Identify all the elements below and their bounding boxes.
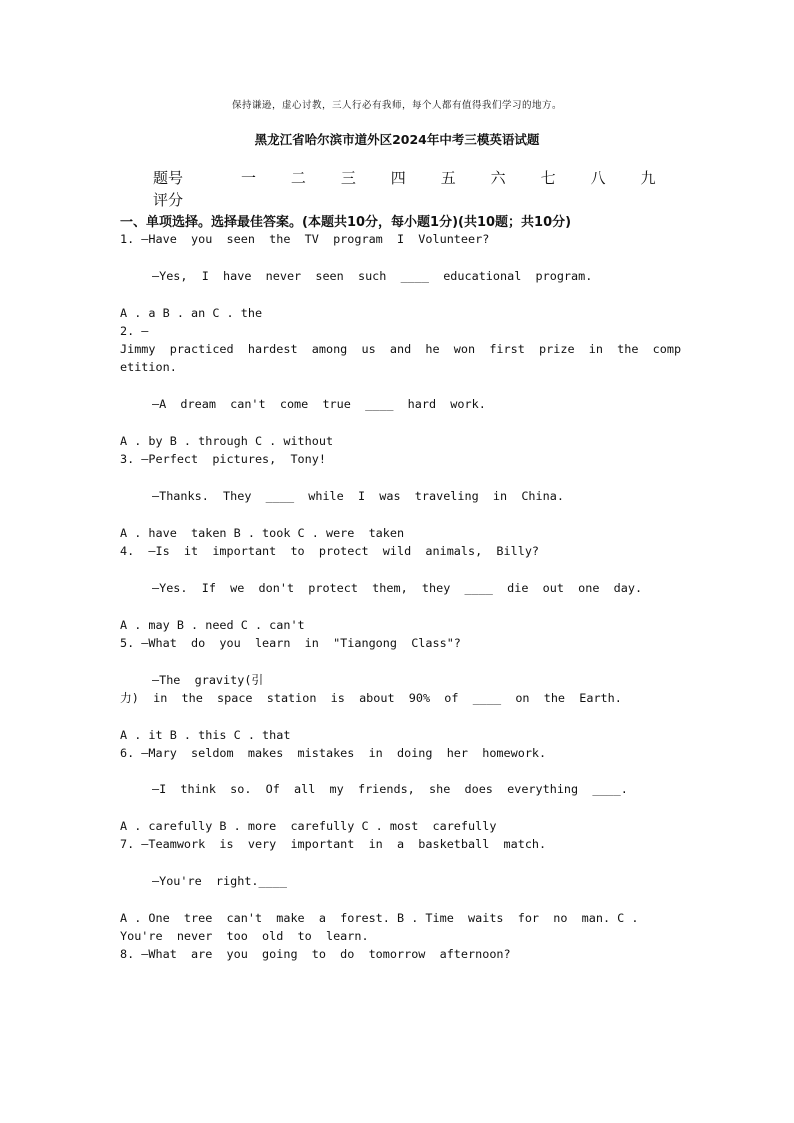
question-text: etition. — [120, 360, 177, 374]
options-line: A . carefully B . more carefully C . most carefully — [120, 819, 497, 833]
answer-line: —I think so. Of all my friends, she does everything ____. — [152, 782, 628, 796]
section-heading: 一、单项选择。选择最佳答案。(本题共10分，每小题1分)(共10题；共10分) — [120, 215, 572, 230]
question-text: Jimmy practiced hardest among us and he won first prize in the comp — [120, 342, 682, 356]
answer-line: —Yes, I have never seen such ____ educational program. — [152, 269, 593, 283]
options-text: You're never too old to learn. — [120, 929, 369, 943]
score-column-2: 二 — [290, 168, 306, 187]
score-column-7: 七 — [540, 168, 556, 187]
question-line: 8. —What are you going to do tomorrow afternoon? — [120, 947, 511, 961]
score-column-6: 六 — [490, 168, 506, 187]
score-table-row-numbers — [153, 166, 673, 188]
answer-line: —You're right.____ — [152, 874, 287, 888]
answer-line: —The gravity(引 — [152, 673, 264, 687]
options-line: A . it B . this C . that — [120, 728, 291, 742]
score-column-1: 一 — [240, 168, 256, 187]
score-column-9: 九 — [640, 168, 656, 187]
question-line: 3. —Perfect pictures, Tony! — [120, 452, 326, 466]
header-motto: 保持谦逊，虚心讨教，三人行必有我师，每个人都有值得我们学习的地方。 — [231, 100, 562, 111]
options-line: A . by B . through C . without — [120, 434, 334, 448]
score-table — [153, 166, 673, 210]
score-table-row-scores — [153, 188, 673, 210]
options-line: A . One tree can't make a forest. B . Time waits for no man. C . — [120, 911, 639, 925]
question-line: 1. —Have you seen the TV program I Volunteer? — [120, 232, 490, 246]
score-column-8: 八 — [590, 168, 606, 187]
question-line: 2. — — [120, 324, 149, 338]
score-column-4: 四 — [390, 168, 406, 187]
score-label: 评分 — [153, 190, 184, 209]
answer-line: —Yes. If we don't protect them, they ____ die out one day. — [152, 581, 643, 595]
options-line: A . a B . an C . the — [120, 306, 263, 320]
answer-text: 力) in the space station is about 90% of ____ on the Earth. — [120, 691, 622, 705]
question-number-label: 题号 — [153, 168, 184, 187]
answer-line: —Thanks. They ____ while I was traveling in China. — [152, 489, 564, 503]
score-column-5: 五 — [440, 168, 456, 187]
score-column-3: 三 — [340, 168, 356, 187]
question-line: 6. —Mary seldom makes mistakes in doing her homework. — [120, 746, 547, 760]
options-line: A . have taken B . took C . were taken — [120, 526, 405, 540]
question-line: 7. —Teamwork is very important in a basketball match. — [120, 837, 547, 851]
options-line: A . may B . need C . can't — [120, 618, 305, 632]
exam-title: 黑龙江省哈尔滨市道外区2024年中考三模英语试题 — [254, 132, 540, 147]
question-line: 5. —What do you learn in "Tiangong Class"? — [120, 636, 461, 650]
question-line: 4. —Is it important to protect wild animals, Billy? — [120, 544, 540, 558]
answer-line: —A dream can't come true ____ hard work. — [152, 397, 486, 411]
